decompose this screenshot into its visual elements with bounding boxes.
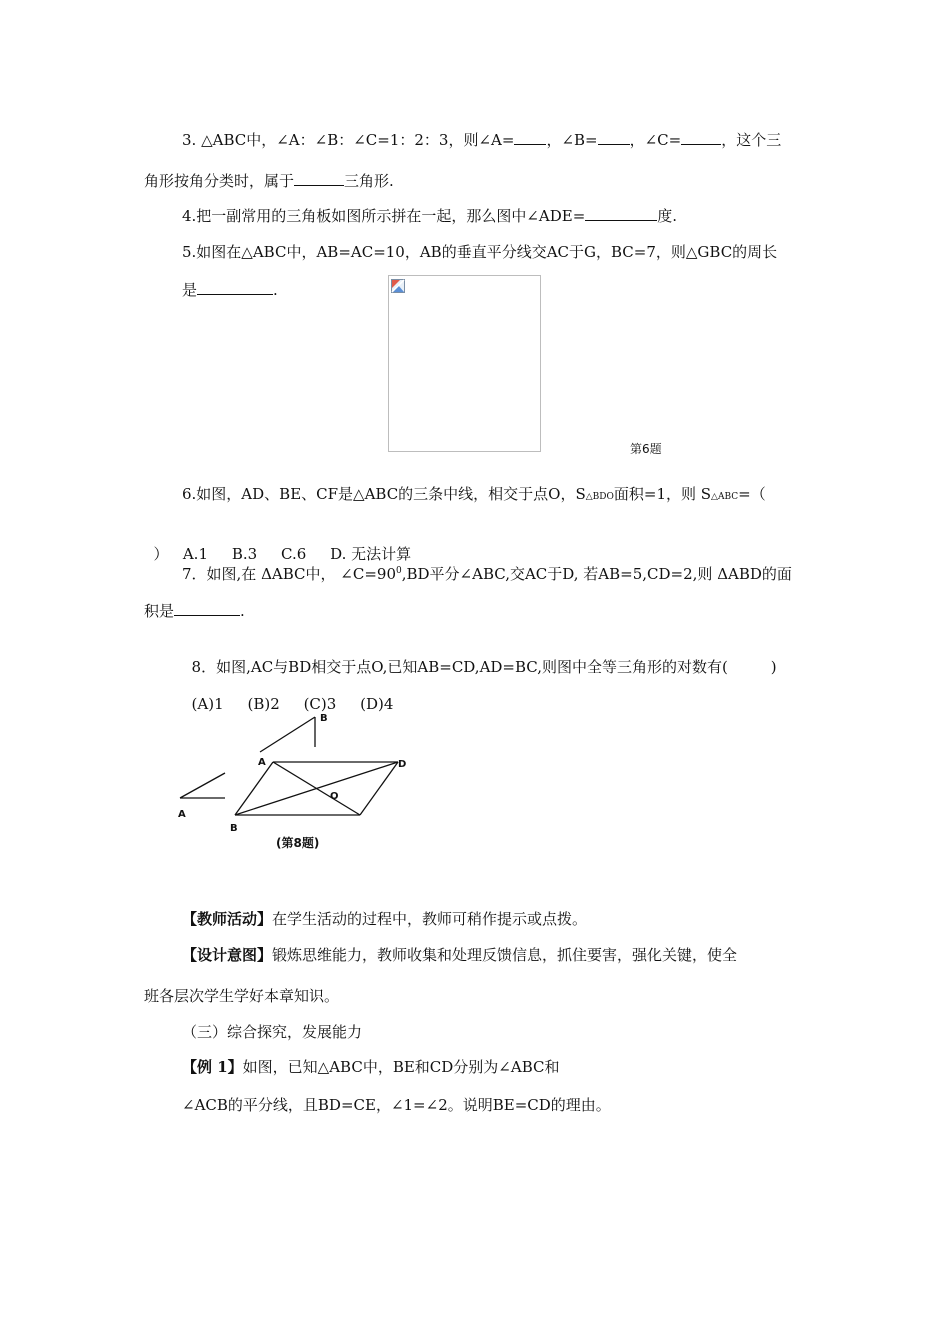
fig8-label-a-left: A xyxy=(178,809,186,820)
question-5-line-1: 5.如图在△ABC中，AB=AC=10，AB的垂直平分线交AC于G，BC=7，则△GBC的周长 xyxy=(182,243,778,261)
broken-image-icon xyxy=(391,279,405,293)
fig8-segment xyxy=(235,762,273,815)
figure-6-image-placeholder xyxy=(388,275,541,452)
fig8-label-b-bottom: B xyxy=(230,823,238,834)
question-7-line-1: 7．如图,在 ΔABC中， $\angle C=90^0,BD$平分∠ABC,交AC于D, 若AB=5,CD=2,则 ΔABD的面 xyxy=(182,565,792,583)
fig8-caption: (第8题) xyxy=(276,836,320,850)
question-3-line-1: 3. △ABC中，∠A：∠B：∠C=1：2：3，则∠A= ，∠B= ，∠C= ，这个三 xyxy=(182,131,782,149)
fig8-segment xyxy=(260,717,315,752)
fig8-label-a-mid: A xyxy=(258,757,266,768)
question-4: 4.把一副常用的三角板如图所示拼在一起，那么图中∠ADE= 度. xyxy=(182,207,678,225)
question-7-line-2: 积是 . xyxy=(144,602,245,620)
teacher-activity: 【教师活动】在学生活动的过程中，教师可稍作提示或点拨。 xyxy=(182,910,588,928)
answer-blank xyxy=(174,601,240,616)
fig8-segment xyxy=(180,773,225,798)
fig8-label-b-top: B xyxy=(320,713,328,724)
answer-blank xyxy=(585,206,657,221)
figure-8-diagram xyxy=(170,705,420,860)
fig8-segment xyxy=(360,762,398,815)
fig8-diagonal xyxy=(235,762,398,815)
section-heading: （三）综合探究，发展能力 xyxy=(182,1023,363,1041)
fig8-label-o: O xyxy=(330,791,339,802)
fig8-label-d: D xyxy=(398,759,407,770)
question-8-line-1: 8．如图,AC与BD相交于点O,已知AB=CD,AD=BC,则图中全等三角形的对数有( ) xyxy=(191,658,777,676)
design-intent-line-2: 班各层次学生学好本章知识。 xyxy=(144,987,340,1005)
answer-blank xyxy=(514,130,546,145)
question-6-line-2: ） A.1 B.3 C.6 D. 无法计算 xyxy=(153,545,412,563)
example-1-line-1: 【例 1】如图，已知△ABC中，BE和CD分别为∠ABC和 xyxy=(182,1058,560,1076)
question-5-line-2: 是 . xyxy=(182,281,278,299)
question-6-line-1: 6.如图，AD、BE、CF是△ABC的三条中线，相交于点O，S△BDO面积=1，则 S△ABC=（ xyxy=(182,485,766,503)
answer-blank xyxy=(598,130,630,145)
question-8-options: (A)1 (B)2 (C)3 (D)4 xyxy=(191,695,394,713)
design-intent-line-1: 【设计意图】锻炼思维能力，教师收集和处理反馈信息，抓住要害，强化关键，使全 xyxy=(182,946,738,964)
figure-6-caption: 第6题 xyxy=(630,442,662,456)
example-1-line-2: ∠ACB的平分线，且BD=CE，∠1=∠2。说明BE=CD的理由。 xyxy=(182,1096,611,1114)
question-3-line-2: 角形按角分类时，属于 三角形. xyxy=(144,172,394,190)
answer-blank xyxy=(197,280,273,295)
answer-blank xyxy=(294,171,344,186)
answer-blank xyxy=(681,130,721,145)
